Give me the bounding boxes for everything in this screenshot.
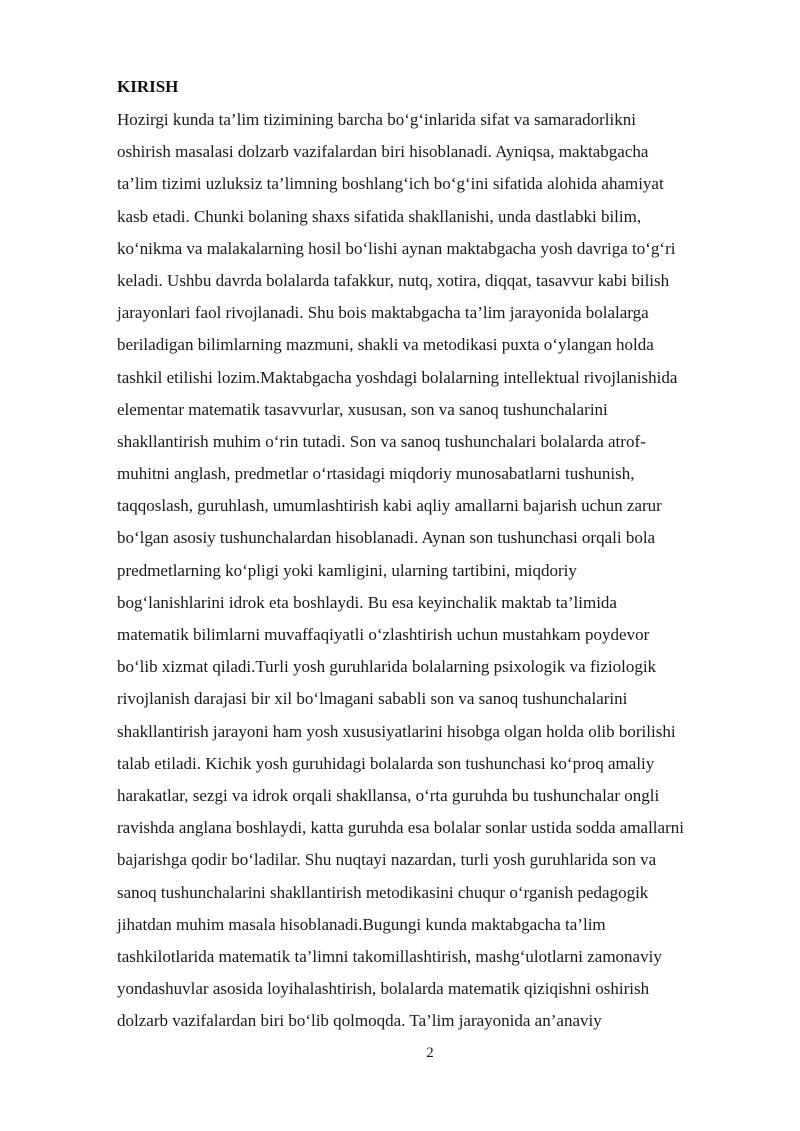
text-line: matematik bilimlarni muvaffaqiyatli o‘zlashtirish uchun mustahkam poydevor — [117, 625, 650, 644]
text-line: harakatlar, sezgi va idrok orqali shakllansa, o‘rta guruhda bu tushunchalar ongli — [117, 785, 660, 805]
text-line: bo‘lgan asosiy tushunchalardan hisoblanadi. Aynan son tushunchasi orqali bola — [117, 528, 656, 548]
text-line: predmetlarning ko‘pligi yoki kamligini, ularning tartibini, miqdoriy — [117, 560, 577, 580]
page-number: 2 — [426, 1045, 434, 1061]
body-paragraph — [117, 109, 684, 1042]
text-line: jihatdan muhim masala hisoblanadi.Bugungi kunda maktabgacha ta’lim — [117, 914, 606, 934]
text-line: ta’lim tizimi uzluksiz ta’limning boshlang‘ich bo‘g‘ini sifatida alohida ahamiyat — [117, 174, 664, 194]
text-line: bog‘lanishlarini idrok eta boshlaydi. Bu esa keyinchalik maktab ta’limida — [117, 592, 617, 612]
text-line: tashkil etilishi lozim.Maktabgacha yoshdagi bolalarning intellektual rivojlanishida — [117, 367, 678, 387]
section-heading: KIRISH — [117, 77, 179, 96]
text-line: bajarishga qodir bo‘ladilar. Shu nuqtayi nazardan, turli yosh guruhlarida son va — [117, 850, 657, 870]
text-line: bo‘lib xizmat qiladi.Turli yosh guruhlarida bolalarning psixologik va fiziologik — [117, 657, 657, 677]
text-line: jarayonlari faol rivojlanadi. Shu bois maktabgacha ta’lim jarayonida bolalarga — [117, 303, 649, 323]
text-line: keladi. Ushbu davrda bolalarda tafakkur, nutq, xotira, diqqat, tasavvur kabi bilish — [117, 270, 670, 290]
text-line: elementar matematik tasavvurlar, xususan, son va sanoq tushunchalarini — [117, 399, 608, 419]
text-line: shakllantirish jarayoni ham yosh xususiyatlarini hisobga olgan holda olib borilishi — [117, 721, 676, 741]
text-line: dolzarb vazifalardan biri bo‘lib qolmoqda. Ta’lim jarayonida an’anaviy — [117, 1011, 602, 1031]
text-line: tashkilotlarida matematik ta’limni takomillashtirish, mashg‘ulotlarni zamonaviy — [117, 946, 662, 966]
text-line: rivojlanish darajasi bir xil bo‘lmagani sababli son va sanoq tushunchalarini — [117, 689, 628, 709]
text-line: shakllantirish muhim o‘rin tutadi. Son va sanoq tushunchalari bolalarda atrof- — [117, 431, 646, 451]
text-line: oshirish masalasi dolzarb vazifalardan biri hisoblanadi. Ayniqsa, maktabgacha — [117, 142, 649, 162]
text-line: ravishda anglana boshlaydi, katta guruhda esa bolalar sonlar ustida sodda amallarni — [117, 818, 684, 838]
text-line: taqqoslash, guruhlash, umumlashtirish kabi aqliy amallarni bajarish uchun zarur — [117, 496, 662, 516]
text-line: kasb etadi. Chunki bolaning shaxs sifatida shakllanishi, unda dastlabki bilim, — [117, 206, 642, 226]
text-line: muhitni anglash, predmetlar o‘rtasidagi miqdoriy munosabatlarni tushunish, — [117, 464, 635, 484]
text-line: sanoq tushunchalarini shakllantirish metodikasini chuqur o‘rganish pedagogik — [117, 882, 649, 902]
text-line: beriladigan bilimlarning mazmuni, shakli va metodikasi puxta o‘ylangan holda — [117, 335, 654, 355]
text-line: Hozirgi kunda ta’lim tizimining barcha bo‘g‘inlarida sifat va samaradorlikni — [117, 110, 636, 129]
text-line: yondashuvlar asosida loyihalashtirish, bolalarda matematik qiziqishni oshirish — [117, 979, 650, 999]
text-line: talab etiladi. Kichik yosh guruhidagi bolalarda son tushunchasi ko‘proq amaliy — [117, 753, 655, 773]
text-line: ko‘nikma va malakalarning hosil bo‘lishi aynan maktabgacha yosh davriga to‘g‘ri — [117, 238, 676, 258]
